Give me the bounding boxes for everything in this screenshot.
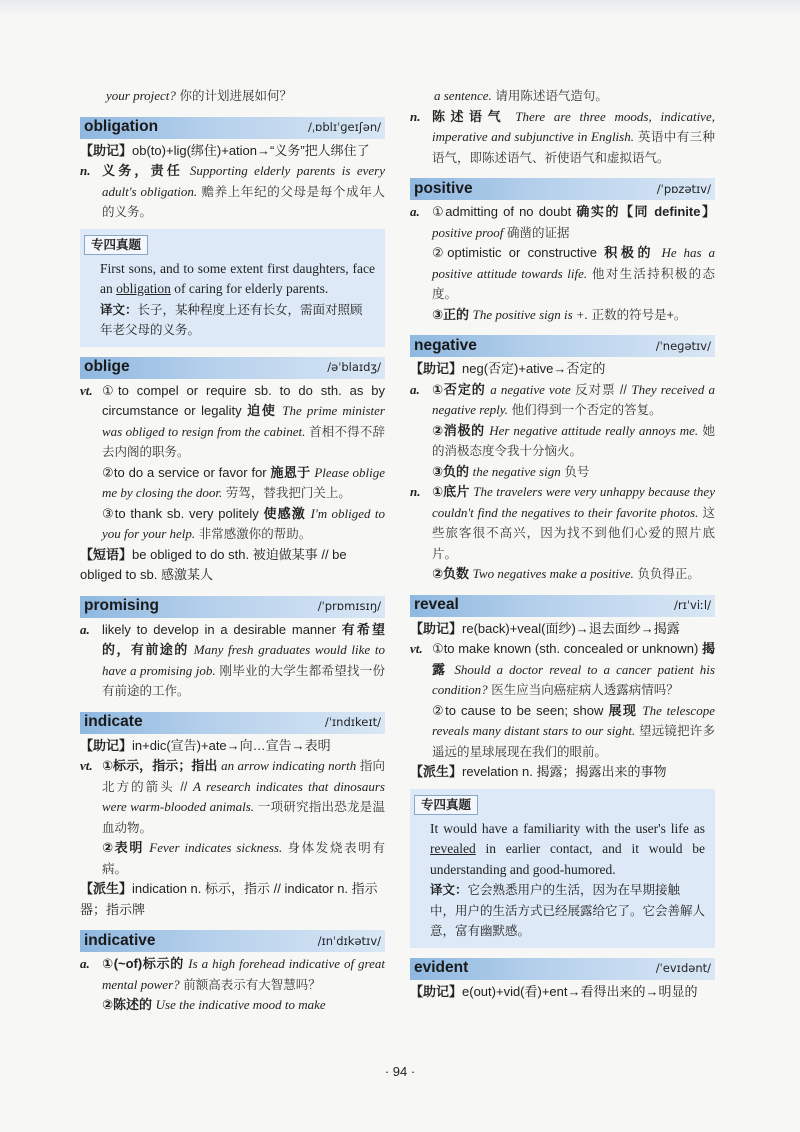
- part-of-speech: vt.: [410, 641, 423, 656]
- entry-header-obligation: [80, 117, 385, 139]
- example-en: your project?: [106, 88, 176, 103]
- example-en: Use the indicative mood to make: [155, 997, 326, 1012]
- phonetic: /rɪˈviːl/: [674, 598, 711, 613]
- continued-example: [410, 86, 715, 107]
- exam-sentence: [420, 819, 705, 881]
- sense-zh: ①否定的: [432, 381, 486, 397]
- phonetic: /ˈevɪdənt/: [655, 961, 711, 976]
- example-en: The travelers were very unhappy because they couldn't find the negatives to their favorite photos.: [432, 484, 715, 520]
- example-en: Should a doctor reveal to a cancer patient his condition?: [432, 661, 715, 697]
- page-top-edge: [0, 0, 800, 16]
- sense-zh: 使感激: [263, 505, 306, 521]
- example-en: Is a high forehead indicative of great mental power?: [102, 956, 385, 992]
- entry-header-negative: [410, 335, 715, 357]
- derivation-line: [80, 879, 385, 920]
- definition: [80, 381, 385, 545]
- definition: [80, 954, 385, 1016]
- definition: [80, 161, 385, 223]
- mnemonic: [410, 359, 715, 380]
- example-zh: 非常感激你的帮助。: [198, 527, 312, 541]
- example-zh: 一项研究指出恐龙是温血动物。: [102, 800, 385, 835]
- example-zh: 指向北方的箭头 //: [102, 759, 385, 794]
- exam-translation: [420, 880, 705, 942]
- headword: indicative: [84, 931, 156, 949]
- mnemonic-text: e(out)+vid(看)+ent→看得出来的→明显的: [462, 983, 698, 999]
- sense-zh: ③正的: [432, 306, 470, 322]
- example-en: The positive sign is +.: [472, 306, 588, 322]
- definition: [410, 482, 715, 585]
- definition: [80, 756, 385, 879]
- derivation-text: revelation n. 揭露；揭露出来的事物: [462, 764, 667, 779]
- sense-zh: ②陈述的: [102, 997, 153, 1012]
- example-en: Fever indicates sickness.: [149, 840, 283, 855]
- example-zh: 正数的符号是+。: [591, 307, 687, 322]
- example-en: He has a positive attitude towards life.: [432, 245, 715, 281]
- sense-en: ①to make known (sth. concealed or unknown): [432, 641, 699, 656]
- definition: [410, 202, 715, 325]
- example-zh: 他们得到一个否定的答复。: [511, 403, 662, 417]
- part-of-speech: n.: [410, 108, 421, 124]
- headword: evident: [414, 959, 469, 977]
- definition: [410, 639, 715, 762]
- example-en: Please oblige me by closing the door.: [102, 464, 385, 500]
- example-en: There are three moods, indicative, imperative and subjunctive in English.: [432, 108, 715, 144]
- definition: [80, 620, 385, 702]
- exam-text: First sons, and to some extent first daughters, face an: [100, 260, 375, 296]
- example-en: I'm obliged to you for your help.: [102, 505, 385, 541]
- sense-en: likely to develop in a desirable manner: [102, 621, 336, 637]
- sense-en: ③to thank sb. very politely: [102, 505, 259, 521]
- entry-header-evident: [410, 958, 715, 980]
- mnemonic: [80, 141, 385, 162]
- example-zh: 负负得正。: [637, 567, 700, 581]
- example-zh: 请用陈述语气造句。: [495, 89, 608, 103]
- exam-text: of caring for elderly parents.: [174, 281, 329, 296]
- mnemonic-tag: 【助记】: [410, 361, 463, 376]
- headword: oblige: [84, 358, 130, 376]
- phrase-tag: 【短语】: [80, 546, 133, 562]
- sense-en: ②to cause to be seen; show: [432, 702, 604, 718]
- entry-header-promising: [80, 596, 385, 618]
- phonetic: /əˈblaɪdʒ/: [327, 360, 381, 375]
- translation-tag: 译文：: [430, 883, 468, 897]
- example-en: A research indicates that dinosaurs were warm-blooded animals.: [102, 778, 385, 814]
- definition: [410, 380, 715, 483]
- exam-box: [80, 229, 385, 347]
- exam-keyword: revealed: [430, 841, 476, 856]
- translation-tag: 译文：: [100, 302, 138, 317]
- sense-en: ②optimistic or constructive: [432, 245, 597, 260]
- sense-zh: 展现: [608, 702, 638, 718]
- example-zh: 刚毕业的大学生都希望找一份有前途的工作。: [102, 663, 385, 698]
- phonetic: /ˈneɡətɪv/: [655, 338, 711, 353]
- sense-zh: ②消极的: [432, 422, 485, 438]
- phonetic: /ɪnˈdɪkətɪv/: [317, 933, 381, 948]
- phonetic: /ˈɪndɪkeɪt/: [324, 715, 381, 730]
- example-zh: 首相不得不辞去内阁的职务。: [102, 424, 385, 459]
- sense-zh: 有希望的，有前途的: [102, 621, 385, 657]
- part-of-speech: a.: [410, 381, 420, 397]
- sense-zh: 迫使: [247, 403, 277, 418]
- example-zh: 负号: [564, 464, 590, 479]
- phonetic: /ˈprɒmɪsɪŋ/: [317, 599, 381, 614]
- example-en: an arrow indicating north: [221, 758, 357, 773]
- entry-header-indicate: [80, 712, 385, 734]
- derivation-tag: 【派生】: [410, 764, 463, 779]
- example-zh: 这些旅客很不高兴，因为找不到他们心爱的照片底片。: [432, 505, 715, 561]
- mnemonic-tag: 【助记】: [80, 142, 133, 158]
- continued-example: [80, 86, 385, 107]
- headword: negative: [414, 336, 477, 354]
- part-of-speech: vt.: [80, 382, 93, 398]
- sense-zh: 揭露: [432, 641, 715, 677]
- example-zh: 赡养上年纪的父母是每个成年人的义务。: [102, 184, 385, 219]
- sense-en: ②to do a service or favor for: [102, 464, 267, 480]
- example-zh: 他对生活持积极的态度。: [432, 266, 715, 301]
- entry-header-oblige: [80, 357, 385, 379]
- translation-text: 它会熟悉用户的生活，因为在早期接触中，用户的生活方式已经展露给它了。它会善解人意，富有幽默感。: [430, 883, 706, 938]
- sense-zh: 义务，责任: [102, 163, 184, 178]
- exam-keyword: obligation: [116, 281, 171, 296]
- example-zh: 英语中有三种语气，即陈述语气、祈使语气和虚拟语气。: [432, 130, 715, 165]
- translation-text: 长子，某种程度上还有长女，需面对照顾年老父母的义务。: [100, 302, 363, 337]
- sense-zh: 陈述语气: [432, 108, 507, 124]
- phrase-line: [80, 545, 385, 586]
- phrase-text: be obliged to do sth. 被迫做某事 // be obliged to sb. 感激某人: [80, 546, 347, 582]
- mnemonic: [410, 619, 715, 640]
- example-zh: 反对票 //: [575, 382, 627, 397]
- exam-translation: [90, 300, 375, 341]
- exam-text: It would have a familiarity with the user's life as: [430, 820, 705, 836]
- example-zh: 劳驾，替我把门关上。: [225, 486, 351, 500]
- sense-zh: ①(~of)标示的: [102, 956, 184, 971]
- definition: [410, 107, 715, 169]
- sense-zh: ①底片: [432, 484, 470, 499]
- example-en: Her negative attitude really annoys me.: [489, 422, 699, 438]
- example-zh: 你的计划进展如何？: [179, 89, 293, 103]
- right-column: [410, 86, 715, 1002]
- sense-en: ①admitting of no doubt: [432, 204, 572, 219]
- sense-en: ①to compel or require sb. to do sth. as by circumstance or legality: [102, 382, 385, 418]
- example-en: They received a negative reply.: [432, 381, 715, 417]
- mnemonic-text: neg(否定)+ative→否定的: [462, 361, 606, 376]
- entry-header-indicative: [80, 930, 385, 952]
- mnemonic-tag: 【助记】: [410, 983, 463, 999]
- derivation-line: [410, 762, 715, 783]
- example-zh: 她的消极态度令我十分恼火。: [432, 423, 715, 458]
- sense-zh: ①标示，指示；指出: [102, 758, 218, 773]
- sense-zh: ②负数: [432, 566, 470, 581]
- mnemonic-text: re(back)+veal(面纱)→退去面纱→揭露: [462, 620, 680, 636]
- exam-label: 专四真题: [84, 235, 148, 255]
- derivation-text: indication n. 标示，指示 // indicator n. 指示器；指示牌: [80, 881, 378, 917]
- exam-text: in earlier contact, and it would be understanding and good-humored.: [430, 841, 705, 877]
- example-en: Two negatives make a positive.: [472, 566, 634, 581]
- example-zh: 确凿的证据: [507, 225, 570, 240]
- mnemonic-text: ob(to)+lig(绑住)+ation→“义务”把人绑住了: [132, 142, 370, 158]
- sense-zh: 施恩于: [270, 464, 311, 480]
- example-en: positive proof: [432, 224, 504, 240]
- exam-box: [410, 789, 715, 948]
- sense-zh: 确实的【同 definite】: [576, 204, 715, 219]
- exam-sentence: [90, 259, 375, 300]
- example-zh: 前额高表示有大智慧吗？: [183, 977, 321, 992]
- headword: indicate: [84, 713, 143, 731]
- phonetic: /ˈpɒzətɪv/: [656, 181, 711, 196]
- headword: reveal: [414, 596, 459, 614]
- example-en: Supporting elderly parents is every adult's obligation.: [102, 163, 385, 199]
- part-of-speech: a.: [80, 621, 90, 637]
- headword: positive: [414, 179, 473, 197]
- example-en: The prime minister was obliged to resign from the cabinet.: [102, 403, 385, 439]
- left-column: [80, 86, 385, 1016]
- example-zh: 身体发烧表明有病。: [102, 841, 385, 876]
- example-en: the negative sign: [472, 463, 561, 479]
- part-of-speech: vt.: [80, 758, 93, 773]
- example-en: a sentence.: [434, 88, 492, 103]
- part-of-speech: n.: [410, 484, 421, 499]
- example-en: a negative vote: [490, 381, 571, 397]
- phonetic: /ˌɒblɪˈɡeɪʃən/: [307, 120, 381, 135]
- derivation-tag: 【派生】: [80, 881, 133, 896]
- headword: promising: [84, 597, 159, 615]
- mnemonic-tag: 【助记】: [410, 620, 463, 636]
- part-of-speech: a.: [80, 956, 90, 971]
- mnemonic-tag: 【助记】: [80, 737, 133, 753]
- mnemonic-text: in+dic(宣告)+ate→向…宣告→表明: [132, 737, 331, 753]
- sense-zh: ②表明: [102, 840, 144, 855]
- part-of-speech: a.: [410, 204, 420, 219]
- mnemonic: [80, 736, 385, 757]
- sense-zh: ③负的: [432, 463, 470, 479]
- example-en: The telescope reveals many distant stars to our sight.: [432, 702, 715, 738]
- exam-label: 专四真题: [414, 795, 478, 815]
- example-en: Many fresh graduates would like to have a promising job.: [102, 642, 385, 678]
- example-zh: 望远镜把许多遥远的星球展现在我们的眼前。: [432, 724, 715, 759]
- mnemonic: [410, 982, 715, 1003]
- headword: obligation: [84, 118, 159, 136]
- page-number: · 94 ·: [384, 1064, 416, 1079]
- entry-header-positive: [410, 178, 715, 200]
- entry-header-reveal: [410, 595, 715, 617]
- part-of-speech: n.: [80, 163, 91, 178]
- example-zh: 医生应当向癌症病人透露病情吗？: [491, 683, 679, 697]
- sense-zh: 积极的: [604, 245, 655, 260]
